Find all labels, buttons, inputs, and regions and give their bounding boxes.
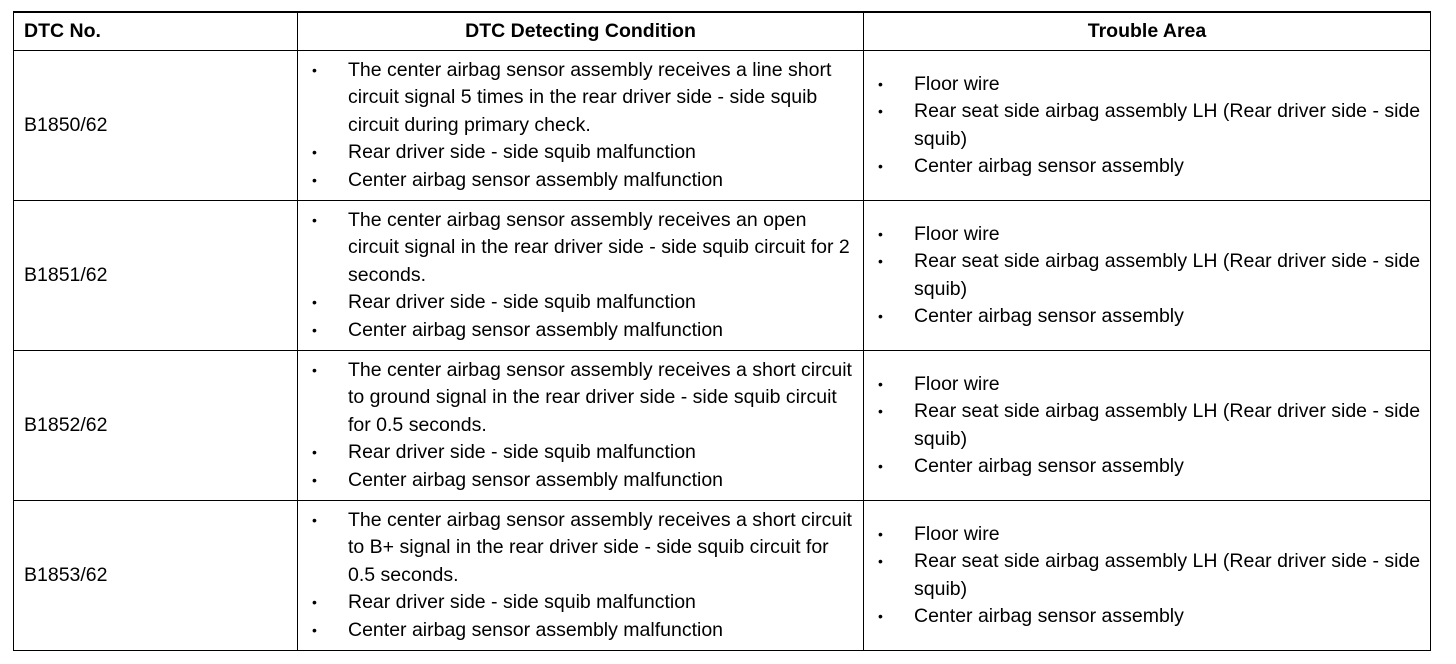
condition-list xyxy=(298,507,863,645)
list-item xyxy=(864,248,1430,303)
detecting-condition-cell xyxy=(298,501,864,651)
list-item xyxy=(864,221,1430,249)
table-row xyxy=(14,51,1431,201)
detecting-condition-cell xyxy=(298,51,864,201)
trouble-area-cell xyxy=(864,51,1431,201)
area-text: Floor wire xyxy=(914,222,1000,245)
bullet-icon: • xyxy=(312,361,317,378)
condition-text: Center airbag sensor assembly malfunction xyxy=(348,468,724,491)
bullet-icon: • xyxy=(878,608,883,624)
condition-text: The center airbag sensor assembly receives a short circuit to ground signal in the rear driver side - side squib circuit for 0.5 seconds. xyxy=(348,358,852,436)
condition-text: Center airbag sensor assembly malfunction xyxy=(348,618,724,641)
area-text: Center airbag sensor assembly xyxy=(914,305,1184,327)
list-item xyxy=(864,548,1430,603)
condition-text: Rear driver side - side squib malfunction xyxy=(348,591,696,614)
area-text: Center airbag sensor assembly xyxy=(914,455,1184,477)
condition-text: Rear driver side - side squib malfunction xyxy=(348,141,696,164)
bullet-icon: • xyxy=(878,158,883,174)
bullet-icon: • xyxy=(312,444,317,461)
dtc-code: B1850/62 xyxy=(14,51,298,201)
list-item xyxy=(298,207,863,290)
trouble-area-cell xyxy=(864,201,1431,351)
bullet-icon: • xyxy=(312,594,317,611)
area-text: Floor wire xyxy=(914,522,1000,545)
table-row xyxy=(14,501,1431,651)
bullet-icon: • xyxy=(878,75,883,92)
bullet-icon: • xyxy=(878,375,883,392)
bullet-icon: • xyxy=(312,471,317,488)
condition-list xyxy=(298,357,863,495)
bullet-icon: • xyxy=(878,308,883,324)
detecting-condition-cell xyxy=(298,351,864,501)
dtc-table xyxy=(13,11,1431,651)
area-text: Rear seat side airbag assembly LH (Rear driver side - side squib) xyxy=(914,550,1421,600)
bullet-icon: • xyxy=(878,253,883,269)
trouble-area-cell xyxy=(864,351,1431,501)
list-item xyxy=(298,139,863,167)
bullet-icon: • xyxy=(312,171,317,188)
condition-text: The center airbag sensor assembly receives a short circuit to B+ signal in the rear driver side - side squib circuit for 0.5 seconds. xyxy=(348,508,852,586)
list-item xyxy=(864,371,1430,399)
trouble-area-cell xyxy=(864,501,1431,651)
condition-text: Center airbag sensor assembly malfunction xyxy=(348,318,724,341)
list-item xyxy=(298,167,863,195)
table-row xyxy=(14,351,1431,501)
bullet-icon: • xyxy=(878,225,883,242)
list-item xyxy=(864,153,1430,181)
bullet-icon: • xyxy=(312,621,317,638)
area-list xyxy=(864,521,1430,631)
list-item xyxy=(298,617,863,645)
list-item xyxy=(864,303,1430,331)
bullet-icon: • xyxy=(312,511,317,528)
bullet-icon: • xyxy=(312,321,317,338)
area-text: Rear seat side airbag assembly LH (Rear driver side - side squib) xyxy=(914,100,1421,150)
area-text: Center airbag sensor assembly xyxy=(914,155,1184,177)
list-item xyxy=(298,357,863,440)
header-detecting-condition: DTC Detecting Condition xyxy=(298,12,864,51)
bullet-icon: • xyxy=(878,553,883,569)
list-item xyxy=(864,98,1430,153)
list-item xyxy=(298,57,863,140)
list-item xyxy=(864,603,1430,631)
area-list xyxy=(864,221,1430,331)
list-item xyxy=(864,453,1430,481)
bullet-icon: • xyxy=(878,458,883,474)
list-item xyxy=(864,398,1430,453)
area-text: Floor wire xyxy=(914,72,1000,95)
bullet-icon: • xyxy=(312,61,317,78)
area-text: Rear seat side airbag assembly LH (Rear driver side - side squib) xyxy=(914,250,1421,300)
condition-text: Center airbag sensor assembly malfunction xyxy=(348,168,724,191)
header-trouble-area: Trouble Area xyxy=(864,12,1431,51)
list-item xyxy=(298,289,863,317)
bullet-icon: • xyxy=(312,211,317,228)
header-dtc-no: DTC No. xyxy=(14,12,298,51)
area-list xyxy=(864,371,1430,481)
area-list xyxy=(864,71,1430,181)
list-item xyxy=(298,317,863,345)
dtc-code: B1853/62 xyxy=(14,501,298,651)
bullet-icon: • xyxy=(312,294,317,311)
bullet-icon: • xyxy=(878,403,883,419)
bullet-icon: • xyxy=(878,525,883,542)
condition-text: Rear driver side - side squib malfunction xyxy=(348,441,696,464)
area-text: Rear seat side airbag assembly LH (Rear driver side - side squib) xyxy=(914,400,1421,450)
list-item xyxy=(298,439,863,467)
bullet-icon: • xyxy=(878,103,883,119)
dtc-code: B1852/62 xyxy=(14,351,298,501)
header-row xyxy=(14,12,1431,51)
list-item xyxy=(864,521,1430,549)
bullet-icon: • xyxy=(312,144,317,161)
dtc-code: B1851/62 xyxy=(14,201,298,351)
area-text: Center airbag sensor assembly xyxy=(914,605,1184,627)
list-item xyxy=(298,589,863,617)
condition-list xyxy=(298,57,863,195)
list-item xyxy=(298,467,863,495)
detecting-condition-cell xyxy=(298,201,864,351)
table-row xyxy=(14,201,1431,351)
list-item xyxy=(298,507,863,590)
condition-text: Rear driver side - side squib malfunction xyxy=(348,291,696,314)
condition-text: The center airbag sensor assembly receives a line short circuit signal 5 times in the rear driver side - side squib circuit during primary check. xyxy=(348,58,832,136)
condition-list xyxy=(298,207,863,345)
area-text: Floor wire xyxy=(914,372,1000,395)
list-item xyxy=(864,71,1430,99)
condition-text: The center airbag sensor assembly receives an open circuit signal in the rear driver side - side squib circuit for 2 seconds. xyxy=(348,208,850,286)
